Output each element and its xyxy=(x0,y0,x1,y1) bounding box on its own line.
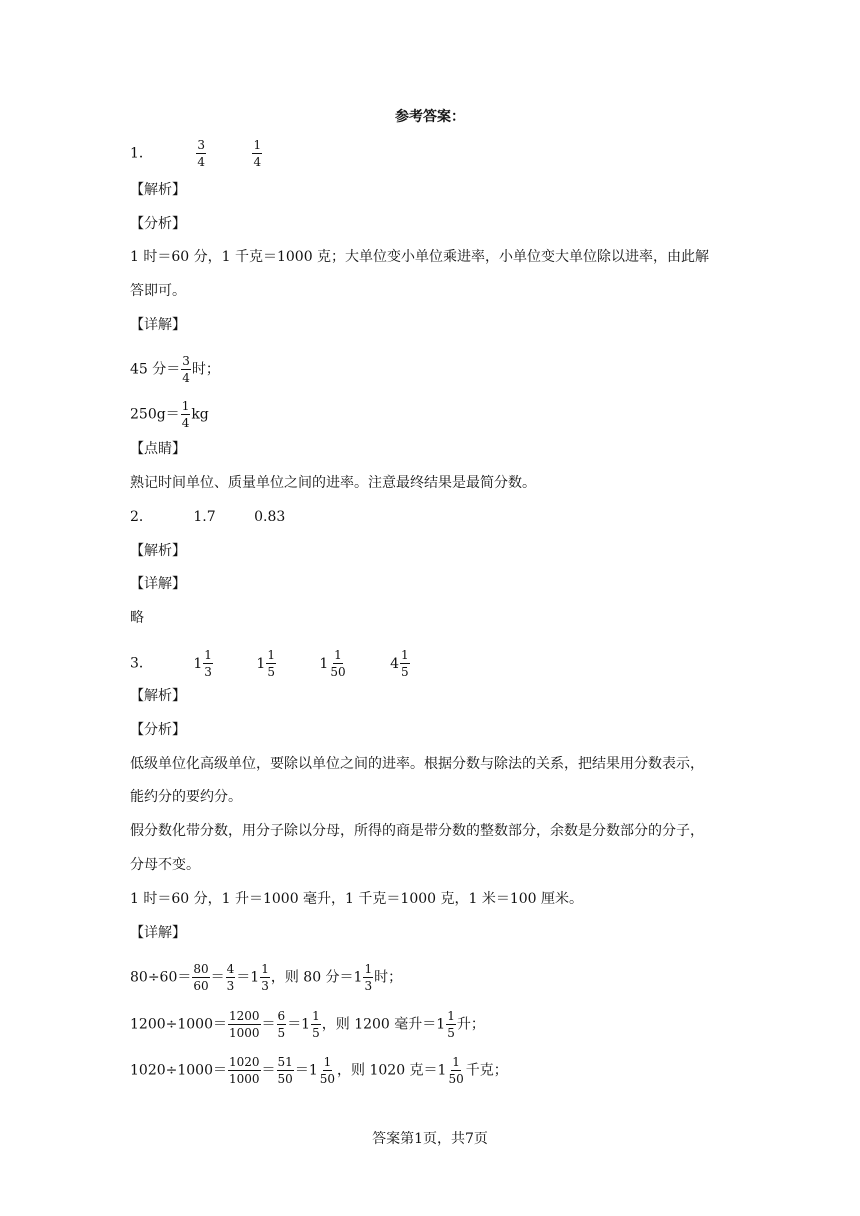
q3-equation-1: 80÷60＝ $\frac{80}{60}$ ＝ $\frac{4}{3}$ ＝1 $\frac{1}{3}$ ，则 80 分＝1 $\frac{1}{3}$ 时； xyxy=(130,962,403,993)
q1-analysis-line1: 1 时＝60 分，1 千克＝1000 克；大单位变小单位乘进率，小单位变大单位除以进率，由此解 xyxy=(130,249,710,265)
q1-analysis-line2: 答即可。 xyxy=(130,283,186,299)
q1-answer-1: $\frac{3}{4}$ xyxy=(197,138,206,169)
q3-analysis-line4: 分母不变。 xyxy=(130,857,200,873)
q2-answer-1: 1.7 xyxy=(193,509,216,525)
q1-number: 1． xyxy=(130,145,153,162)
q3-analysis-line5: 1 时＝60 分，1 升＝1000 毫升，1 千克＝1000 克，1 米＝100 厘米。 xyxy=(130,891,584,907)
q1-jiexi-label: 【解析】 xyxy=(130,182,186,198)
q2-detail: 略 xyxy=(130,610,144,626)
q2-answer-2: 0.83 xyxy=(254,509,286,525)
q3-analysis-line3: 假分数化带分数，用分子除以分母，所得的商是带分数的整数部分，余数是分数部分的分子， xyxy=(130,823,704,839)
q2-xiangjie-label: 【详解】 xyxy=(130,576,186,592)
q3-answer-1: 1 $\frac{1}{3}$ xyxy=(193,648,212,679)
q3-answer-3: 1 $\frac{1}{50}$ xyxy=(319,648,346,679)
page-footer: 答案第1页，共7页 xyxy=(372,1131,488,1147)
q3-answer-4: 4 $\frac{1}{5}$ xyxy=(390,648,409,679)
q2-jiexi-label: 【解析】 xyxy=(130,543,186,559)
q1-dianjing-text: 熟记时间单位、质量单位之间的进率。注意最终结果是最简分数。 xyxy=(130,475,536,491)
q3-equation-2: 1200÷1000＝ $\frac{1200}{1000}$ ＝ $\frac{6}{5}$ ＝1 $\frac{1}{5}$ ，则 1200 毫升＝1 $\frac{1}{5}$ 升； xyxy=(130,1009,485,1040)
q1-answer-2: $\frac{1}{4}$ xyxy=(253,138,262,169)
q1-detail-2: 250g＝ $\frac{1}{4}$ kg xyxy=(130,399,209,430)
q3-jiexi-label: 【解析】 xyxy=(130,688,186,704)
q3-analysis-line1: 低级单位化高级单位，要除以单位之间的进率。根据分数与除法的关系，把结果用分数表示， xyxy=(130,756,704,772)
q3-answer-line xyxy=(130,648,411,679)
q3-number: 3． xyxy=(130,655,153,672)
q2-number: 2． xyxy=(130,509,153,525)
q2-answer-line xyxy=(130,507,285,527)
q3-analysis-line2: 能约分的要约分。 xyxy=(130,789,242,805)
q3-xiangjie-label: 【详解】 xyxy=(130,925,186,941)
q3-fenxi-label: 【分析】 xyxy=(130,722,186,738)
q1-xiangjie-label: 【详解】 xyxy=(130,317,186,333)
q1-dianjing-label: 【点睛】 xyxy=(130,441,186,457)
page-title: 参考答案： xyxy=(395,109,465,125)
q3-answer-2: 1 $\frac{1}{5}$ xyxy=(256,648,275,679)
q1-fenxi-label: 【分析】 xyxy=(130,216,186,232)
q1-answer-line xyxy=(130,138,263,169)
q1-detail-1: 45 分＝ $\frac{3}{4}$ 时； xyxy=(130,354,220,385)
q3-equation-3: 1020÷1000＝ $\frac{1020}{1000}$ ＝ $\frac{51}{50}$ ＝1 $\frac{1}{50}$ ，则 1020 克＝1 $\frac{1}{50}$ 千克； xyxy=(130,1055,508,1086)
